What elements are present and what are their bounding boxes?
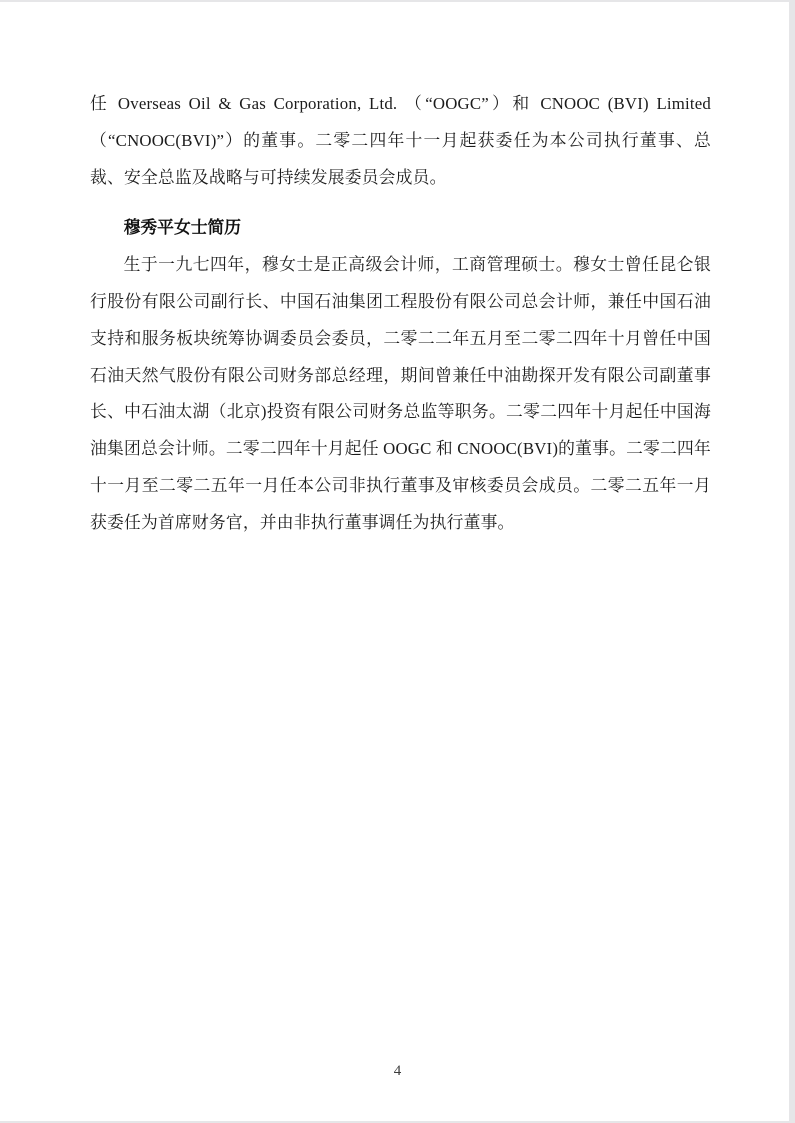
page-body-text: [90, 86, 711, 542]
biography-paragraph: 生于一九七四年，穆女士是正高级会计师，工商管理硕士。穆女士曾任昆仑银行股份有限公司副行长、中国石油集团工程股份有限公司总会计师，兼任中国石油支持和服务板块统筹协调委员会委员，二零二二年五月至二零二四年十月曾任中国石油天然气股份有限公司财务部总经理，期间曾兼任中油勘探开发有限公司副董事长、中石油太湖（北京)投资有限公司财务总监等职务。二零二四年十月起任中国海油集团总会计师。二零二四年十月起任 OOGC 和 CNOOC(BVI)的董事。二零二四年十一月至二零二五年一月任本公司非执行董事及审核委员会成员。二零二五年一月获委任为首席财务官，并由非执行董事调任为执行董事。: [90, 255, 711, 532]
page-number: 4: [393, 1063, 402, 1079]
section-heading-biography: 穆秀平女士简历: [123, 218, 242, 238]
paragraph-continuation: 任 Overseas Oil & Gas Corporation, Ltd. （“OOGC”）和 CNOOC (BVI) Limited（“CNOOC(BVI)”）的董事。二零二四年十一月起获委任为本公司执行董事、总裁、安全总监及战略与可持续发展委员会成员。: [90, 94, 711, 187]
page-edge-right: [789, 0, 795, 1123]
page-edge-top: [0, 0, 795, 2]
